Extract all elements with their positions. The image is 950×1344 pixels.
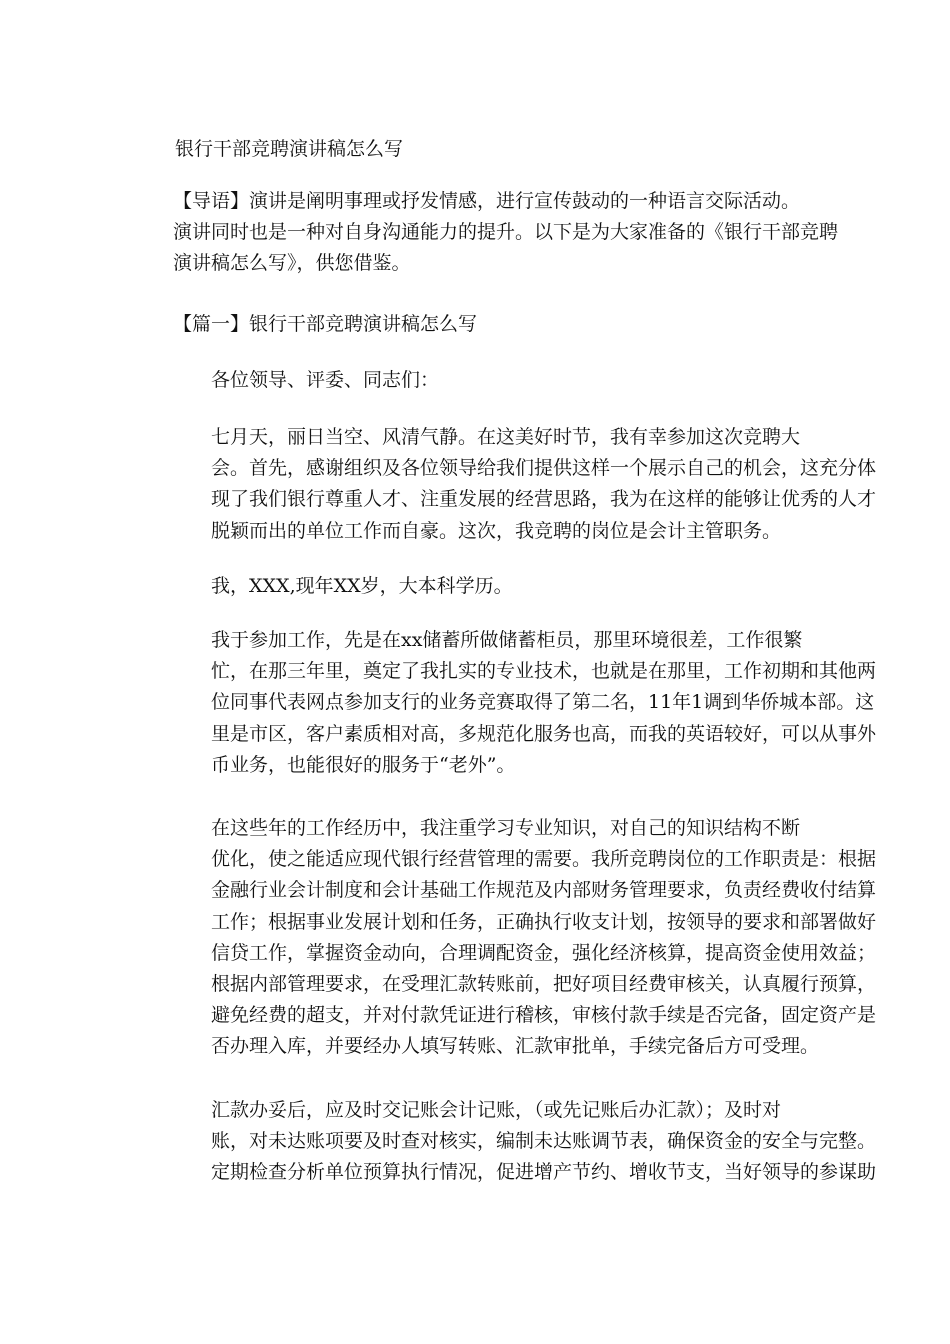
paragraph-line: 避免经费的超支，并对付款凭证进行稽核，审核付款手续是否完备，固定资产是 bbox=[211, 1004, 877, 1027]
paragraph-line: 金融行业会计制度和会计基础工作规范及内部财务管理要求，负责经费收付结算 bbox=[211, 879, 877, 902]
paragraph-line: 账，对未达账项要及时查对核实，编制未达账调节表，确保资金的安全与完整。 bbox=[211, 1130, 877, 1153]
paragraph-line: 我，XXX,现年XX岁，大本科学历。 bbox=[211, 575, 513, 597]
intro-paragraph bbox=[135, 186, 839, 280]
paragraph-line: 会。首先，感谢组织及各位领导给我们提供这样一个展示自己的机会，这充分体 bbox=[211, 457, 877, 480]
paragraph-line: 在这些年的工作经历中，我注重学习专业知识，对自己的知识结构不断 bbox=[211, 817, 801, 839]
paragraph-line: 根据内部管理要求，在受理汇款转账前，把好项目经费审核关，认真履行预算， bbox=[211, 973, 877, 996]
paragraph-line: 币业务，也能很好的服务于“老外”。 bbox=[211, 753, 516, 776]
paragraph-line: 七月天，丽日当空、风清气静。在这美好时节，我有幸参加这次竞聘大 bbox=[211, 426, 801, 448]
paragraph-line: 否办理入库，并要经办人填写转账、汇款审批单，手续完备后方可受理。 bbox=[211, 1035, 820, 1058]
body-paragraph-1 bbox=[135, 422, 877, 547]
intro-line: 【导语】演讲是阐明事理或抒发情感，进行宣传鼓动的一种语言交际活动。 bbox=[173, 190, 801, 212]
salutation: 各位领导、评委、同志们： bbox=[211, 369, 440, 391]
paragraph-line: 优化，使之能适应现代银行经营管理的需要。我所竞聘岗位的工作职责是：根据 bbox=[211, 848, 877, 871]
body-paragraph-4 bbox=[135, 813, 877, 1063]
paragraph-line: 定期检查分析单位预算执行情况，促进增产节约、增收节支，当好领导的参谋助 bbox=[211, 1161, 877, 1184]
paragraph-line: 位同事代表网点参加支行的业务竞赛取得了第二名，11年1调到华侨城本部。这 bbox=[211, 691, 875, 714]
paragraph-line: 工作；根据事业发展计划和任务，正确执行收支计划，按领导的要求和部署做好 bbox=[211, 910, 877, 933]
paragraph-line: 现了我们银行尊重人才、注重发展的经营思路，我为在这样的能够让优秀的人才 bbox=[211, 488, 877, 511]
paragraph-line: 信贷工作，掌握资金动向，合理调配资金，强化经济核算，提高资金使用效益； bbox=[211, 941, 877, 964]
intro-line: 演讲稿怎么写》，供您借鉴。 bbox=[173, 252, 411, 275]
paragraph-line: 汇款办妥后，应及时交记账会计记账，（或先记账后办汇款）；及时对 bbox=[211, 1099, 782, 1121]
paragraph-line: 我于参加工作，先是在xx储蓄所做储蓄柜员，那里环境很差，工作很繁 bbox=[211, 629, 803, 651]
paragraph-line: 里是市区，客户素质相对高，多规范化服务也高，而我的英语较好，可以从事外 bbox=[211, 722, 877, 745]
section-heading: 【篇一】银行干部竞聘演讲稿怎么写 bbox=[173, 313, 478, 335]
body-paragraph-2 bbox=[135, 571, 815, 602]
intro-line: 演讲同时也是一种对自身沟通能力的提升。以下是为大家准备的《银行干部竞聘 bbox=[173, 221, 839, 244]
paragraph-line: 脱颖而出的单位工作而自豪。这次，我竞聘的岗位是会计主管职务。 bbox=[211, 519, 782, 542]
document-title: 银行干部竞聘演讲稿怎么写 bbox=[175, 138, 404, 160]
paragraph-line: 忙，在那三年里，奠定了我扎实的专业技术，也就是在那里，工作初期和其他两 bbox=[211, 660, 877, 683]
body-paragraph-3 bbox=[135, 625, 877, 781]
body-paragraph-5 bbox=[135, 1095, 877, 1189]
